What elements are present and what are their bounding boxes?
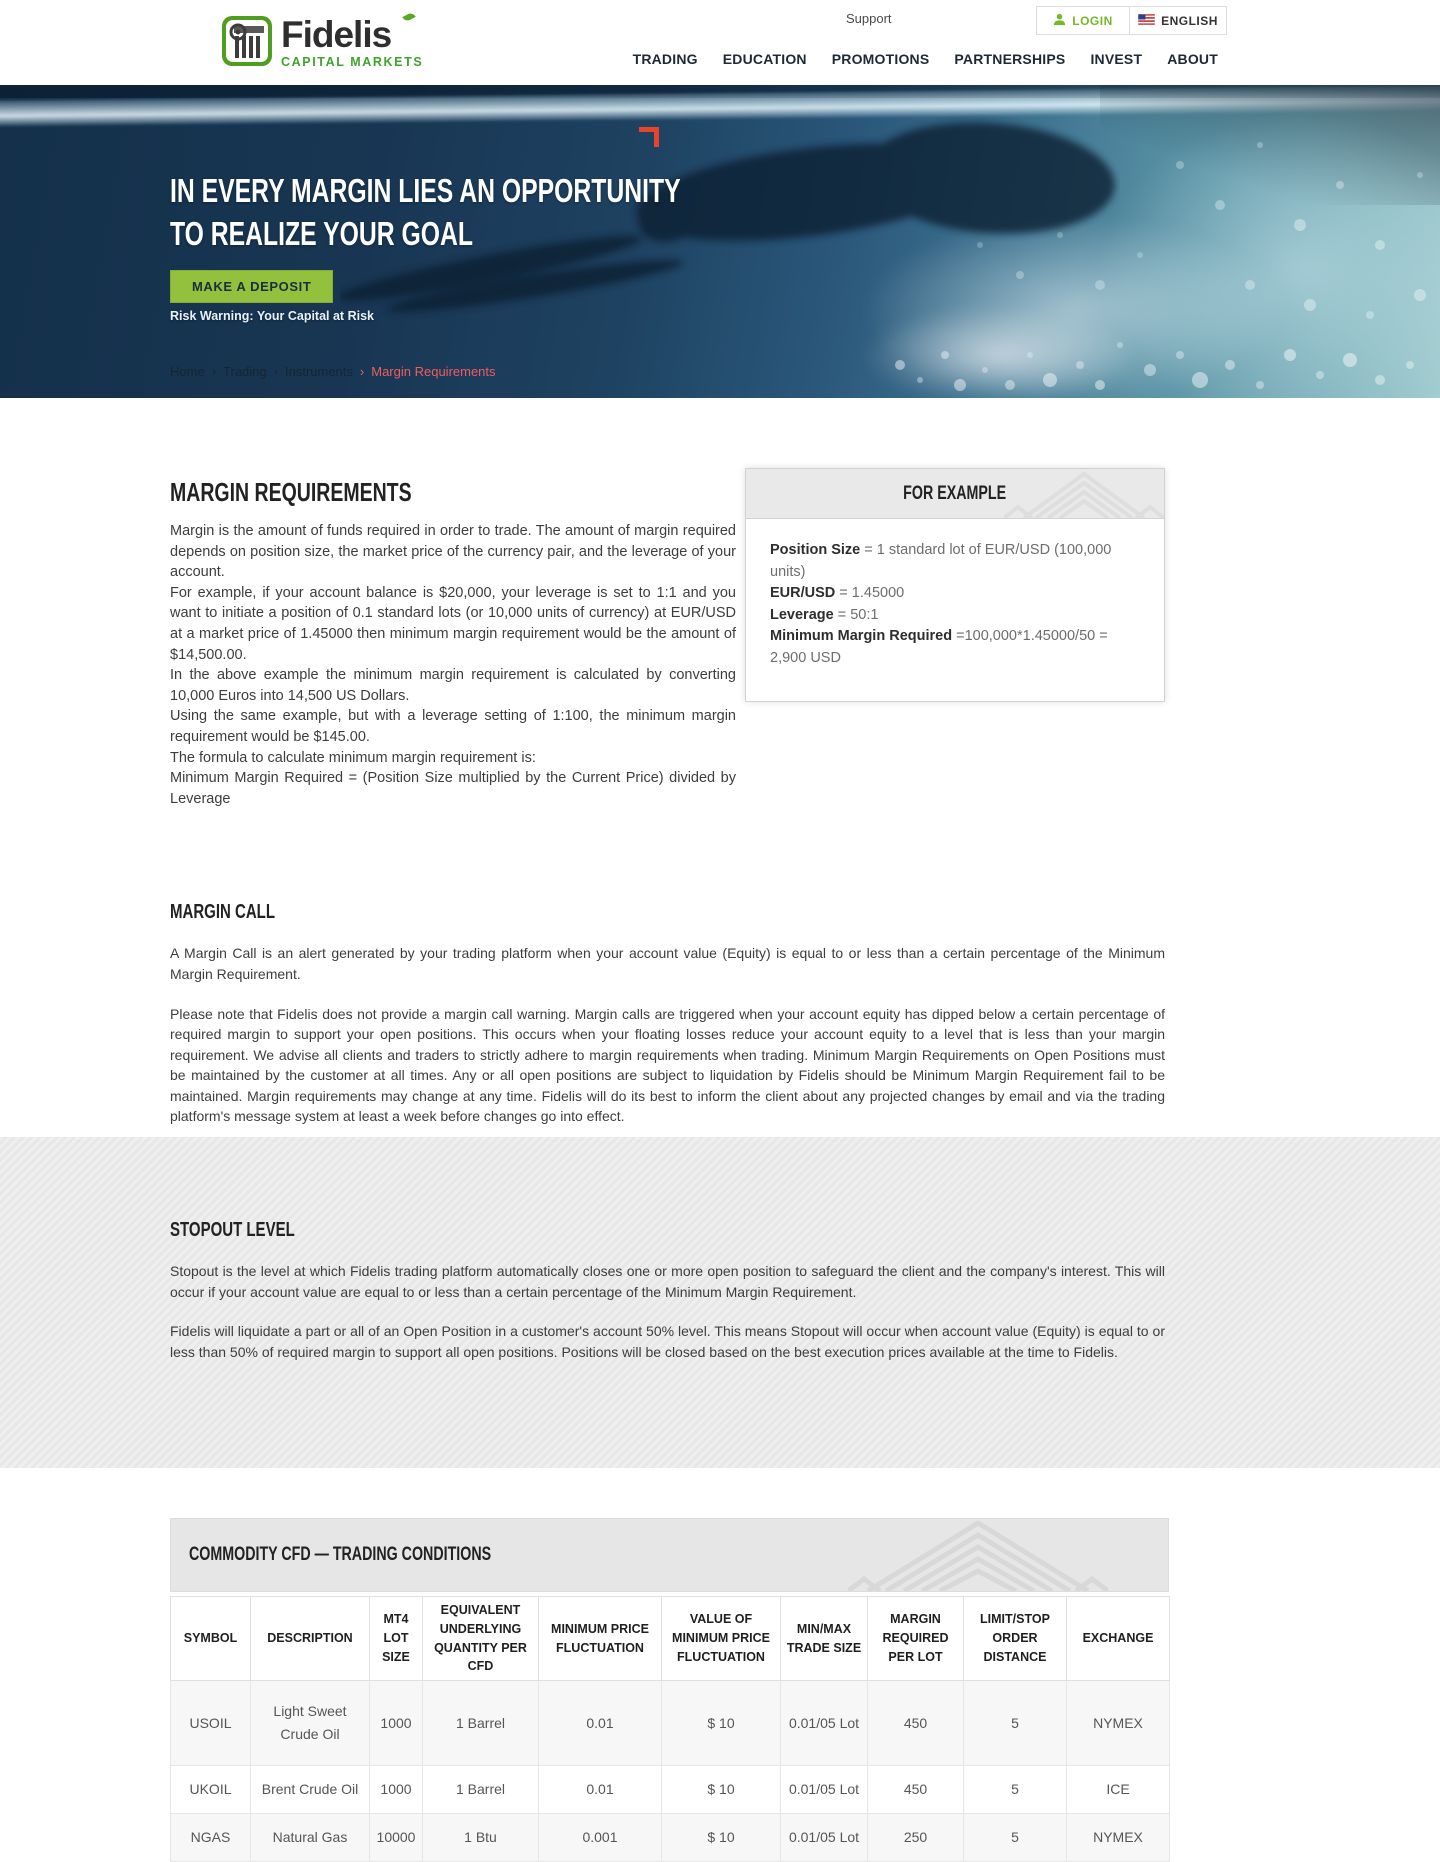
table-cell: $ 10 (662, 1681, 781, 1766)
hero-headline-line1: IN EVERY MARGIN LIES AN OPPORTUNITY (170, 172, 681, 209)
margin-requirements-section (170, 398, 1165, 809)
site-header (0, 0, 1440, 85)
table-cell: 5 (964, 1766, 1067, 1814)
breadcrumb-link-trading[interactable]: Trading (223, 364, 267, 379)
table-cell: 5 (964, 1681, 1067, 1766)
fidelis-logo[interactable] (222, 16, 423, 69)
table-cell: 0.01 (539, 1766, 662, 1814)
breadcrumb-current: Margin Requirements (371, 364, 496, 379)
nav-item-trading[interactable]: TRADING (632, 51, 698, 67)
table-cell: ICE (1067, 1766, 1170, 1814)
table-cell: NGAS (171, 1814, 251, 1862)
column-header-minimum-price-fluctuation: MINIMUM PRICE FLUCTUATION (539, 1597, 662, 1681)
breadcrumb-separator: › (211, 364, 217, 379)
table-cell: 5 (964, 1814, 1067, 1862)
conditions-table-header-row (171, 1597, 1170, 1681)
example-row: EUR/USD = 1.45000 (770, 585, 905, 601)
main-nav (633, 51, 1218, 67)
risk-warning: Risk Warning: Your Capital at Risk (170, 309, 374, 323)
hero-banner (0, 85, 1440, 398)
table-cell: 1 Barrel (423, 1766, 539, 1814)
main-content (170, 398, 1165, 1187)
commodity-cfd-section (170, 1468, 1169, 1862)
table-cell: 0.001 (539, 1814, 662, 1862)
table-cell: 0.01/05 Lot (781, 1766, 868, 1814)
table-cell: 450 (868, 1766, 964, 1814)
trading-conditions-table (170, 1596, 1170, 1862)
for-example-header (746, 469, 1164, 519)
table-cell: 250 (868, 1814, 964, 1862)
column-header-symbol: SYMBOL (171, 1597, 251, 1681)
make-a-deposit-button[interactable]: MAKE A DEPOSIT (170, 270, 333, 303)
column-header-equivalent-underlying-quantity-per-cfd: EQUIVALENT UNDERLYING QUANTITY PER CFD (423, 1597, 539, 1681)
nav-item-promotions[interactable]: PROMOTIONS (831, 51, 930, 67)
table-cell: 0.01/05 Lot (781, 1681, 868, 1766)
paragraph: Fidelis will liquidate a part or all of an Open Position in a customer's account 50% level. This means Stopout will occur when account value (Equity) is equal to or less than 50% of required margin to support all open positions. Positions will be closed based on the best execution prices available at the time to Fidelis. (170, 1323, 1165, 1360)
chevron-pattern-icon (1004, 469, 1164, 518)
table-cell: 1000 (370, 1766, 423, 1814)
hero-headline-line2: TO REALIZE YOUR GOAL (170, 215, 473, 252)
breadcrumb-link-home[interactable]: Home (170, 364, 205, 379)
us-flag-icon (1138, 14, 1155, 28)
table-cell: 0.01/05 Lot (781, 1814, 868, 1862)
table-cell: 1000 (370, 1681, 423, 1766)
margin-requirements-text (170, 521, 736, 809)
logo-name: Fidelis (281, 14, 392, 55)
nav-item-partnerships[interactable]: PARTNERSHIPS (954, 51, 1066, 67)
example-row: Position Size = 1 standard lot of EUR/USD (100,000 units) (770, 542, 1112, 580)
stopout-text (170, 1261, 1165, 1362)
nav-item-education[interactable]: EDUCATION (722, 51, 807, 67)
table-cell: 10000 (370, 1814, 423, 1862)
table-cell: NYMEX (1067, 1814, 1170, 1862)
table-cell: Brent Crude Oil (251, 1766, 370, 1814)
table-cell: $ 10 (662, 1766, 781, 1814)
breadcrumb-separator: › (359, 364, 365, 379)
column-header-description: DESCRIPTION (251, 1597, 370, 1681)
example-row: Minimum Margin Required =100,000*1.45000/50 = 2,900 USD (770, 628, 1108, 666)
hero-headline (170, 169, 851, 255)
table-row-ngas (171, 1814, 1170, 1862)
for-example-title: FOR EXAMPLE (903, 482, 1007, 504)
language-label: ENGLISH (1161, 13, 1218, 28)
breadcrumb-link-instruments[interactable]: Instruments (284, 364, 353, 379)
table-cell: $ 10 (662, 1814, 781, 1862)
margin-call-title: MARGIN CALL (170, 901, 275, 924)
column-header-margin-required-per-lot: MARGIN REQUIRED PER LOT (868, 1597, 964, 1681)
stopout-title: STOPOUT LEVEL (170, 1219, 295, 1241)
column-header-min-max-trade-size: MIN/MAX TRADE SIZE (781, 1597, 868, 1681)
example-row: Leverage = 50:1 (770, 606, 879, 623)
paragraph: Please note that Fidelis does not provide a margin call warning. Margin calls are triggered when your account equity has dipped below a certain percentage of required margin to support your open positions. This occurs when your floating losses reduce your account equity to a level that is less than your margin requirement. We advise all clients and traders to strictly adhere to margin requirements when trading. Minimum Margin Requirements on Open Positions must be maintained by the customer at all times. Any or all open positions are subject to liquidation by Fidelis should be Minimum Margin Requirement fail to be maintained. Margin requirements may change at any time. Fidelis will do its best to inform the client about any projected changes by email and via the trading platform's message system at least a week before changes go into effect. (170, 1005, 1165, 1125)
logo-subtitle: CAPITAL MARKETS (281, 55, 424, 69)
column-logo-icon (222, 16, 272, 66)
support-link[interactable]: Support (846, 11, 892, 26)
table-cell: Natural Gas (251, 1814, 370, 1862)
paragraph: Margin is the amount of funds required in order to trade. The amount of margin required depends on position size, the market price of the currency pair, and the leverage of your account. (170, 523, 736, 581)
paragraph: Using the same example, but with a leverage setting of 1:100, the minimum margin requirement would be $145.00. (170, 708, 736, 745)
table-cell: NYMEX (1067, 1681, 1170, 1766)
page-title: MARGIN REQUIREMENTS (170, 477, 412, 507)
for-example-panel (745, 468, 1165, 702)
corner-bracket-icon (639, 127, 659, 147)
table-row-usoil (171, 1681, 1170, 1766)
stopout-section (0, 1137, 1440, 1468)
table-cell: 0.01 (539, 1681, 662, 1766)
nav-item-invest[interactable]: INVEST (1090, 51, 1143, 67)
login-button[interactable] (1037, 7, 1130, 34)
login-label: LOGIN (1072, 13, 1113, 28)
paragraph: For example, if your account balance is $20,000, your leverage is set to 1:1 and you want to initiate a position of 0.1 standard lots (or 10,000 units of currency) at EUR/USD at a market price of 1.45000 then minimum margin requirement would be the amount of $14,500.00. (170, 584, 736, 663)
commodity-table-header (170, 1518, 1169, 1592)
account-controls (1036, 6, 1227, 35)
commodity-table-title: COMMODITY CFD — TRADING CONDITIONS (189, 1544, 492, 1565)
table-cell: 1 Btu (423, 1814, 539, 1862)
language-selector[interactable] (1130, 7, 1226, 34)
column-header-exchange: EXCHANGE (1067, 1597, 1170, 1681)
column-header-limit-stop-order-distance: LIMIT/STOP ORDER DISTANCE (964, 1597, 1067, 1681)
table-cell: Light Sweet Crude Oil (251, 1681, 370, 1766)
breadcrumb-separator: › (273, 364, 278, 379)
column-header-value-of-minimum-price-fluctuation: VALUE OF MINIMUM PRICE FLUCTUATION (662, 1597, 781, 1681)
nav-item-about[interactable]: ABOUT (1167, 51, 1218, 67)
for-example-body (746, 519, 1164, 701)
table-cell: 450 (868, 1681, 964, 1766)
paragraph: In the above example the minimum margin requirement is calculated by converting 10,000 Euros into 14,500 US Dollars. (170, 667, 736, 704)
table-cell: USOIL (171, 1681, 251, 1766)
paragraph: The formula to calculate minimum margin requirement is: (170, 749, 536, 766)
table-cell: 1 Barrel (423, 1681, 539, 1766)
column-header-mt4-lot-size: MT4 LOT SIZE (370, 1597, 423, 1681)
paragraph: A Margin Call is an alert generated by your trading platform when your account value (Equity) is equal to or less than a certain percentage of the Minimum Margin Requirement. (170, 945, 1165, 982)
paragraph: Stopout is the level at which Fidelis trading platform automatically closes one or more open position to safeguard the client and the company's interest. This will occur if your account value are equal to or less than a certain percentage of the Minimum Margin Requirement. (170, 1263, 1165, 1300)
chevron-pattern-icon (848, 1521, 1108, 1591)
breadcrumb (170, 364, 496, 379)
paragraph: Minimum Margin Required = (Position Size multiplied by the Current Price) divided by Leverage (170, 770, 736, 807)
table-cell: UKOIL (171, 1766, 251, 1814)
user-icon (1053, 13, 1066, 29)
conditions-table-body (171, 1681, 1170, 1862)
table-row-ukoil (171, 1766, 1170, 1814)
